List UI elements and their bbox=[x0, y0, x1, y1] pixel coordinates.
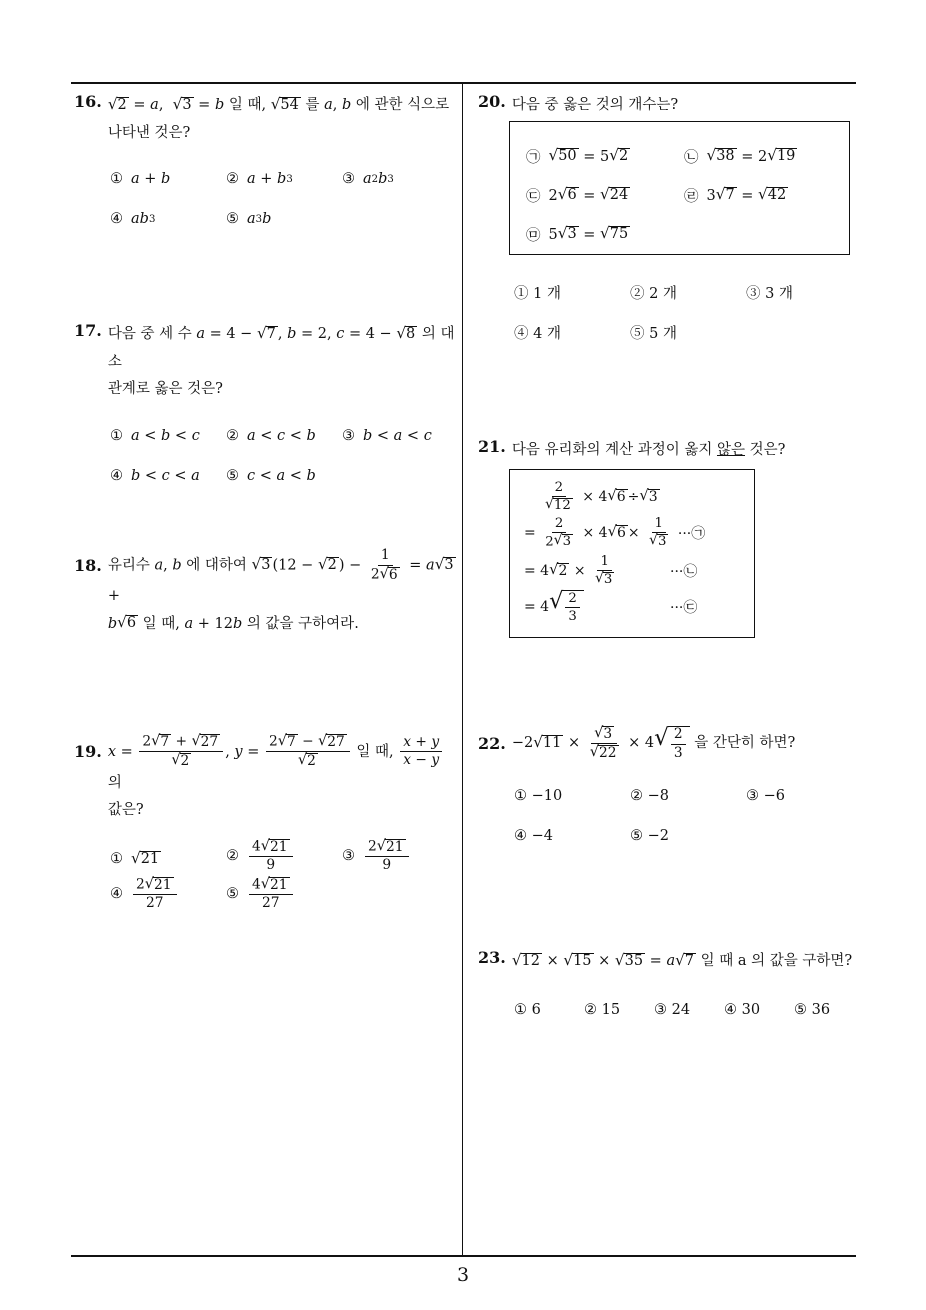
calc-line-1: 2 √ 12 × 4 √ 6 ÷ √ 3 bbox=[545, 480, 658, 514]
choice-4[interactable]: ④ 2 √ 21 27 bbox=[110, 877, 179, 912]
choice-2[interactable]: ② 2 개 bbox=[630, 286, 677, 302]
question-number: 19. bbox=[74, 742, 102, 761]
question-17 bbox=[74, 321, 459, 484]
column-divider bbox=[462, 82, 463, 1256]
choice-1[interactable]: ① 1 개 bbox=[514, 286, 561, 302]
question-text-line2: 값은? bbox=[107, 802, 144, 819]
page-number: 3 bbox=[456, 1264, 470, 1286]
choice-5[interactable]: ⑤ 4 √ 21 27 bbox=[226, 877, 295, 912]
emphasis-underline: 않은 bbox=[716, 442, 745, 458]
question-19 bbox=[74, 734, 459, 935]
question-text: 다음 중 세 수 a = 4 − √ 7 , b = 2, c = 4 − √ 8 의 대소 관계로 옳은 것은? bbox=[107, 323, 455, 398]
choice-2[interactable]: ② 4 √ 21 9 bbox=[226, 839, 295, 874]
choice-3[interactable]: ③ −6 bbox=[746, 787, 785, 804]
question-text: 유리수 a, b 에 대하여 √ 3 (12 − √ 2 ) − 1 2 √ 6 = a √ 3 + b √ 6 일 때, a + 12b 의 값을 구하여라. bbox=[107, 547, 454, 632]
choice-4[interactable]: ④ 4 개 bbox=[514, 326, 561, 342]
choice-3[interactable]: ③ b < a < c bbox=[342, 427, 432, 444]
question-number: 17. bbox=[74, 321, 102, 340]
choice-5[interactable]: ⑤ a 3 b bbox=[226, 211, 272, 228]
question-number: 21. bbox=[478, 437, 506, 456]
choice-2[interactable]: ② a < c < b bbox=[226, 427, 316, 444]
calc-line-2: = 2 2 √ 3 × 4 √ 6 × 1 √ 3 ···㉠ bbox=[524, 516, 706, 550]
choice-4[interactable]: ④ ab 3 bbox=[110, 211, 156, 228]
question-16 bbox=[74, 92, 459, 227]
question-21 bbox=[478, 437, 853, 465]
question-18 bbox=[74, 548, 459, 638]
calc-line-4: = 4 √ $\frac{2}{3}$ ···㉢ bbox=[524, 588, 698, 625]
choice-1[interactable]: ① a + b bbox=[110, 171, 171, 188]
question-23 bbox=[478, 948, 853, 1026]
question-number: 20. bbox=[478, 92, 506, 111]
choice-2[interactable]: ② a + b 3 bbox=[226, 171, 293, 188]
choice-4[interactable]: ④ 30 bbox=[724, 1001, 761, 1018]
question-text: x = 2 √ 7 + √ 27 √ 2 , y = 2 √ 7 − √ 27 √ 2 일 때, $\frac{x + y}{x - y}$ 의 값은? bbox=[108, 734, 459, 825]
top-rule bbox=[71, 82, 856, 84]
question-number: 22. bbox=[478, 734, 506, 754]
choice-5[interactable]: ⑤ 36 bbox=[794, 1001, 831, 1018]
statement-3: ㉢ 2 √ 6 = √ 24 bbox=[526, 185, 629, 205]
question-text: √ 12 × √ 15 × √ 35 = a √ 7 일 때 a 의 값을 구하면? bbox=[511, 950, 853, 969]
question-number: 23. bbox=[478, 948, 506, 967]
calculation-box bbox=[509, 469, 755, 638]
statement-4: ㉣ 3 √ 7 = √ 42 bbox=[684, 185, 787, 205]
question-number: 18. bbox=[74, 556, 102, 575]
choice-2[interactable]: ② −8 bbox=[630, 787, 669, 804]
statement-5: ㉤ 5 √ 3 = √ 75 bbox=[526, 224, 629, 244]
choice-1[interactable]: ① −10 bbox=[514, 787, 563, 804]
choice-5[interactable]: ⑤ 5 개 bbox=[630, 326, 677, 342]
calc-line-3: = 4 √ 2 × 1 √ 3 ···㉡ bbox=[524, 554, 698, 588]
question-22 bbox=[478, 726, 853, 852]
choice-1[interactable]: ① 6 bbox=[514, 1001, 541, 1018]
question-20 bbox=[478, 92, 853, 120]
question-text: √ 2 = a, √ 3 = b 일 때, √ 54 를 a, b 에 관한 식으로 나타낸 것은? bbox=[107, 94, 450, 141]
choice-1[interactable]: ① a < b < c bbox=[110, 427, 200, 444]
question-text: −2 √ 11 × √ 3 √ 22 × 4 √ $\frac{2}{3}$ 을 간단히 하면? bbox=[511, 724, 796, 762]
statement-box bbox=[509, 121, 850, 255]
question-text: 다음 중 옳은 것의 개수는? bbox=[511, 97, 679, 113]
choice-1[interactable]: ① √ 21 bbox=[110, 849, 160, 868]
question-text-line2: 관계로 옳은 것은? bbox=[107, 381, 223, 398]
question-number: 16. bbox=[74, 92, 102, 111]
question-text-line2: 나타낸 것은? bbox=[107, 124, 191, 141]
choice-3[interactable]: ③ a 2 b 3 bbox=[342, 171, 394, 188]
choice-2[interactable]: ② 15 bbox=[584, 1001, 621, 1018]
choice-4[interactable]: ④ −4 bbox=[514, 827, 553, 844]
statement-1: ㉠ √ 50 = 5 √ 2 bbox=[526, 146, 629, 166]
question-text: 다음 유리화의 계산 과정이 옳지 않은 것은? bbox=[511, 442, 786, 458]
choice-3[interactable]: ③ 24 bbox=[654, 1001, 691, 1018]
bottom-rule bbox=[71, 1255, 856, 1257]
choice-4[interactable]: ④ b < c < a bbox=[110, 467, 200, 484]
choice-5[interactable]: ⑤ c < a < b bbox=[226, 467, 316, 484]
choice-5[interactable]: ⑤ −2 bbox=[630, 827, 669, 844]
choice-3[interactable]: ③ 3 개 bbox=[746, 286, 793, 302]
choice-3[interactable]: ③ 2 √ 21 9 bbox=[342, 839, 411, 874]
statement-2: ㉡ √ 38 = 2 √ 19 bbox=[684, 146, 796, 166]
